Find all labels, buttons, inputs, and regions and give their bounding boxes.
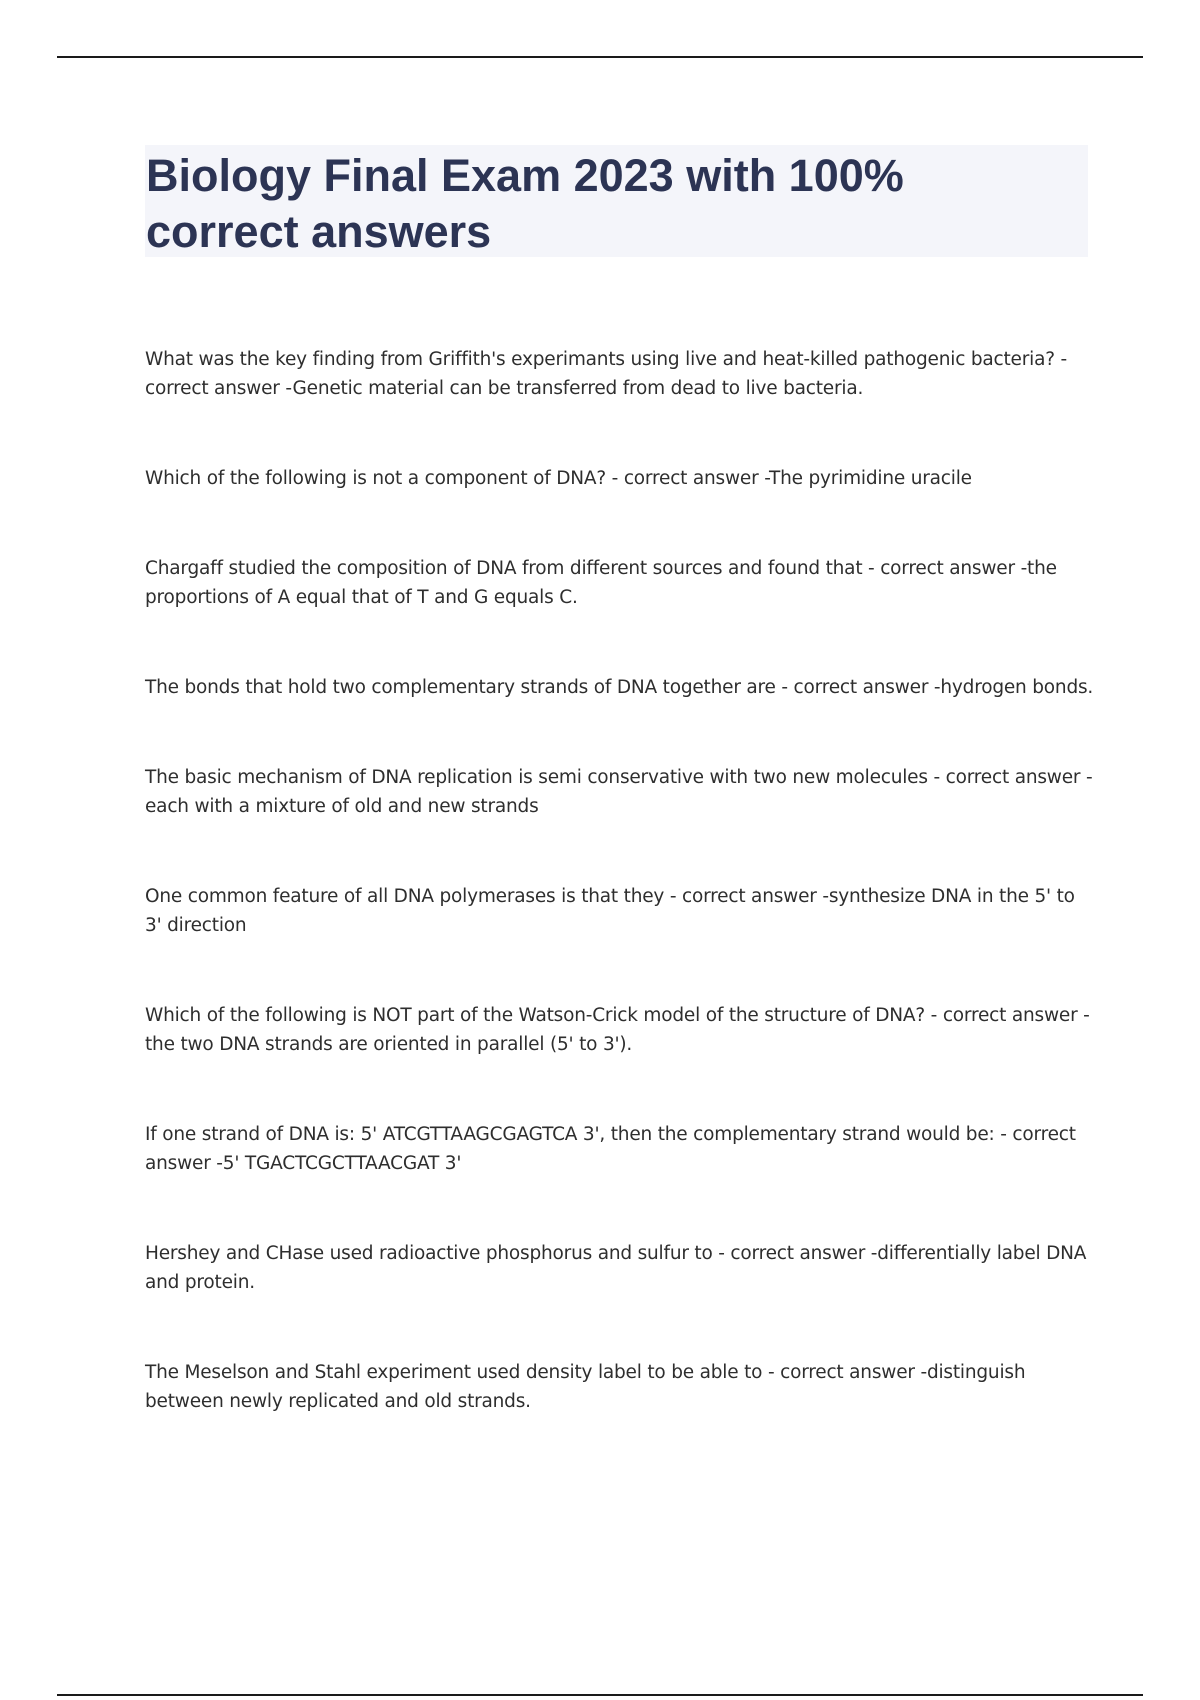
question-item: The basic mechanism of DNA replication is semi conservative with two new molecules - correct answer - each with a mixture of old and new strands — [145, 767, 1093, 817]
document-title: Biology Final Exam 2023 with 100% correct answers — [146, 150, 904, 257]
bottom-divider — [57, 1694, 1143, 1696]
question-list — [145, 345, 1095, 1416]
question-item: Chargaff studied the composition of DNA from different sources and found that - correct answer -the proportions of A equal that of T and G equals C. — [145, 558, 1057, 608]
top-divider — [57, 56, 1143, 58]
question-item: One common feature of all DNA polymerases is that they - correct answer -synthesize DNA in the 5' to 3' direction — [145, 886, 1075, 936]
question-item: Which of the following is not a component of DNA? - correct answer -The pyrimidine uracile — [145, 468, 972, 489]
question-item: The bonds that hold two complementary strands of DNA together are - correct answer -hydrogen bonds. — [145, 677, 1094, 698]
question-item: If one strand of DNA is: 5' ATCGTTAAGCGAGTCA 3', then the complementary strand would be: - correct answer -5' TGACTCGCTTAACGAT 3' — [145, 1124, 1076, 1174]
question-item: What was the key finding from Griffith's experimants using live and heat-killed pathogenic bacteria? - correct answer -Genetic material can be transferred from dead to live bacteria. — [145, 349, 1067, 399]
question-item: The Meselson and Stahl experiment used density label to be able to - correct answer -distinguish between newly replicated and old strands. — [145, 1362, 1026, 1412]
question-item: Hershey and CHase used radioactive phosphorus and sulfur to - correct answer -differentially label DNA and protein. — [145, 1243, 1087, 1293]
question-item: Which of the following is NOT part of the Watson-Crick model of the structure of DNA? - correct answer -the two DNA strands are oriented in parallel (5' to 3'). — [145, 1005, 1090, 1055]
